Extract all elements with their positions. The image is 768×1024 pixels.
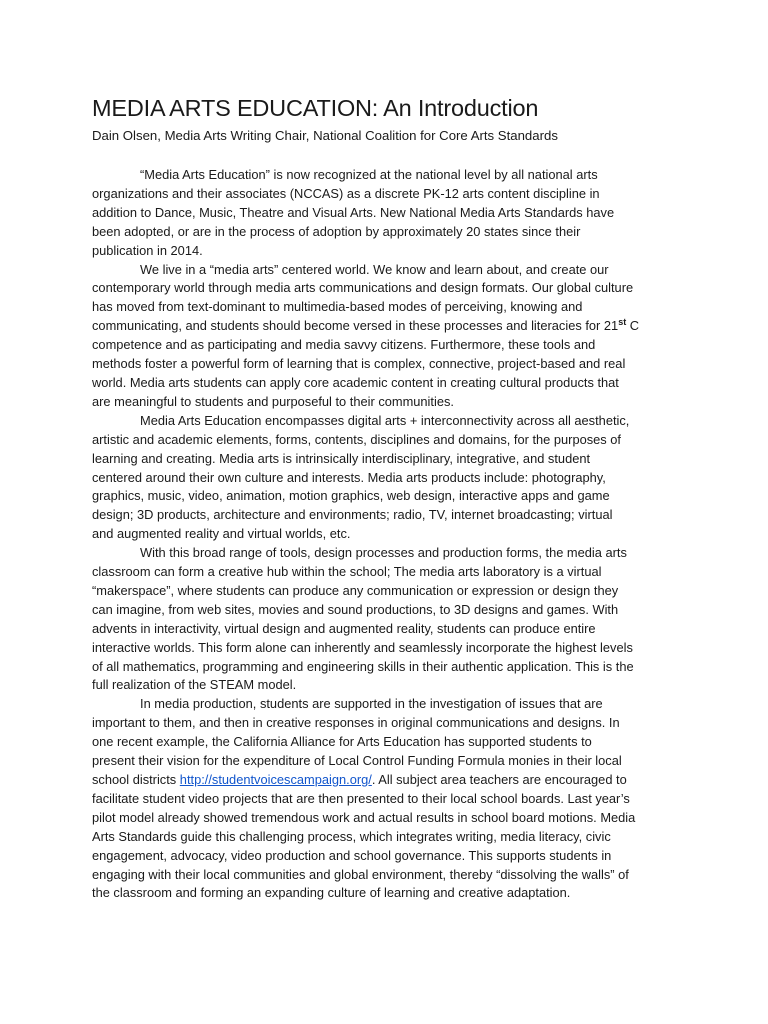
line-text: C — [626, 318, 640, 334]
paragraph-line: design; 3D products, architecture and environments; radio, TV, internet broadcasting; virtual — [92, 507, 613, 523]
paragraph-line: facilitate student video projects that are then presented to their local school boards. Last year’s — [92, 790, 630, 806]
line-text: communicating, and students should become versed in these processes and literacies for 21 — [92, 318, 619, 334]
studentvoices-link[interactable]: http://studentvoicescampaign.org/ — [179, 772, 372, 787]
paragraph-line: important to them, and then in creative responses in original communications and designs. In — [92, 715, 620, 731]
paragraph-line: “Media Arts Education” is now recognized at the national level by all national arts — [140, 167, 598, 182]
document-body — [92, 166, 688, 903]
paragraph-line: has moved from text-dominant to multimedia-based modes of perceiving, knowing and — [92, 299, 583, 315]
paragraph-line: artistic and academic elements, forms, contents, disciplines and domains, for the purposes of — [92, 431, 621, 447]
paragraph-4 — [92, 544, 688, 695]
paragraph-line: contemporary world through media arts communications and design formats. Our global culture — [92, 280, 634, 296]
line-text: school districts — [92, 772, 180, 787]
paragraph-5 — [92, 695, 688, 903]
paragraph-line: world. Media arts students can apply core academic content in creating cultural products that — [92, 374, 619, 390]
paragraph-line: are meaningful to students and purposeful to their communities. — [92, 393, 454, 409]
paragraph-line: With this broad range of tools, design processes and production forms, the media arts — [140, 545, 627, 561]
paragraph-line: competence and as participating and media savvy citizens. Furthermore, these tools and — [92, 337, 596, 353]
paragraph-line: addition to Dance, Music, Theatre and Visual Arts. New National Media Arts Standards have — [92, 204, 615, 220]
paragraph-line: can imagine, from web sites, movies and sound productions, to 3D designs and games. With — [92, 601, 619, 617]
paragraph-line: publication in 2014. — [92, 242, 203, 258]
paragraph-line: Media Arts Education encompasses digital arts + interconnectivity across all aesthetic, — [140, 412, 630, 428]
paragraph-line: been adopted, or are in the process of adoption by approximately 20 states since their — [92, 223, 581, 239]
superscript: st — [618, 317, 627, 328]
paragraph-line: one recent example, the California Alliance for Arts Education has supported students to — [92, 734, 592, 750]
paragraph-line: learning and creating. Media arts is intrinsically interdisciplinary, integrative, and student — [92, 450, 591, 466]
paragraph-line: pilot model already showed tremendous work and actual results in school board motions. Media — [92, 809, 636, 825]
paragraph-1 — [92, 166, 688, 261]
paragraph-line: “makerspace”, where students can produce any communication or expression or design they — [92, 582, 619, 598]
paragraph-line: In media production, students are supported in the investigation of issues that are — [140, 696, 603, 712]
paragraph-line: We live in a “media arts” centered world. We know and learn about, and create our — [140, 261, 609, 277]
paragraph-line: classroom can form a creative hub within the school; The media arts laboratory is a virtual — [92, 564, 602, 580]
paragraph-3 — [92, 412, 688, 544]
paragraph-line: Arts Standards guide this challenging process, which integrates writing, media literacy, civic — [92, 828, 611, 844]
paragraph-line: interactive worlds. This form alone can inherently and seamlessly incorporate the highest levels — [92, 639, 633, 655]
paragraph-line: present their vision for the expenditure of Local Control Funding Formula monies in their local — [92, 753, 622, 769]
paragraph-line: engaging with their local communities and global environment, thereby “dissolving the walls” of — [92, 866, 629, 882]
document-title: MEDIA ARTS EDUCATION: An Introduction — [92, 95, 539, 121]
paragraph-line: graphics, music, video, animation, motion graphics, web design, interactive apps and game — [92, 488, 610, 504]
paragraph-line: engagement, advocacy, video production and school governance. This supports students in — [92, 847, 612, 863]
document-byline: Dain Olsen, Media Arts Writing Chair, National Coalition for Core Arts Standards — [92, 128, 558, 143]
paragraph-2 — [92, 261, 688, 412]
paragraph-line: of all mathematics, programming and engineering skills in their authentic application. This is the — [92, 658, 634, 674]
paragraph-line — [92, 771, 688, 790]
paragraph-line — [92, 317, 688, 336]
document-page — [92, 92, 688, 903]
paragraph-line: full realization of the STEAM model. — [92, 677, 297, 693]
paragraph-line: advents in interactivity, virtual design and augmented reality, students can produce entire — [92, 620, 596, 636]
line-text: . All subject area teachers are encouraged to — [371, 772, 627, 787]
paragraph-line: the classroom and forming an expanding culture of learning and creative adaptation. — [92, 885, 571, 901]
paragraph-line: organizations and their associates (NCCAS) as a discrete PK-12 arts content discipline in — [92, 185, 600, 201]
paragraph-line: and augmented reality and virtual worlds, etc. — [92, 526, 351, 542]
paragraph-line: centered around their own culture and interests. Media arts products include: photography, — [92, 469, 606, 485]
paragraph-line: methods foster a powerful form of learning that is complex, connective, project-based and real — [92, 356, 626, 372]
